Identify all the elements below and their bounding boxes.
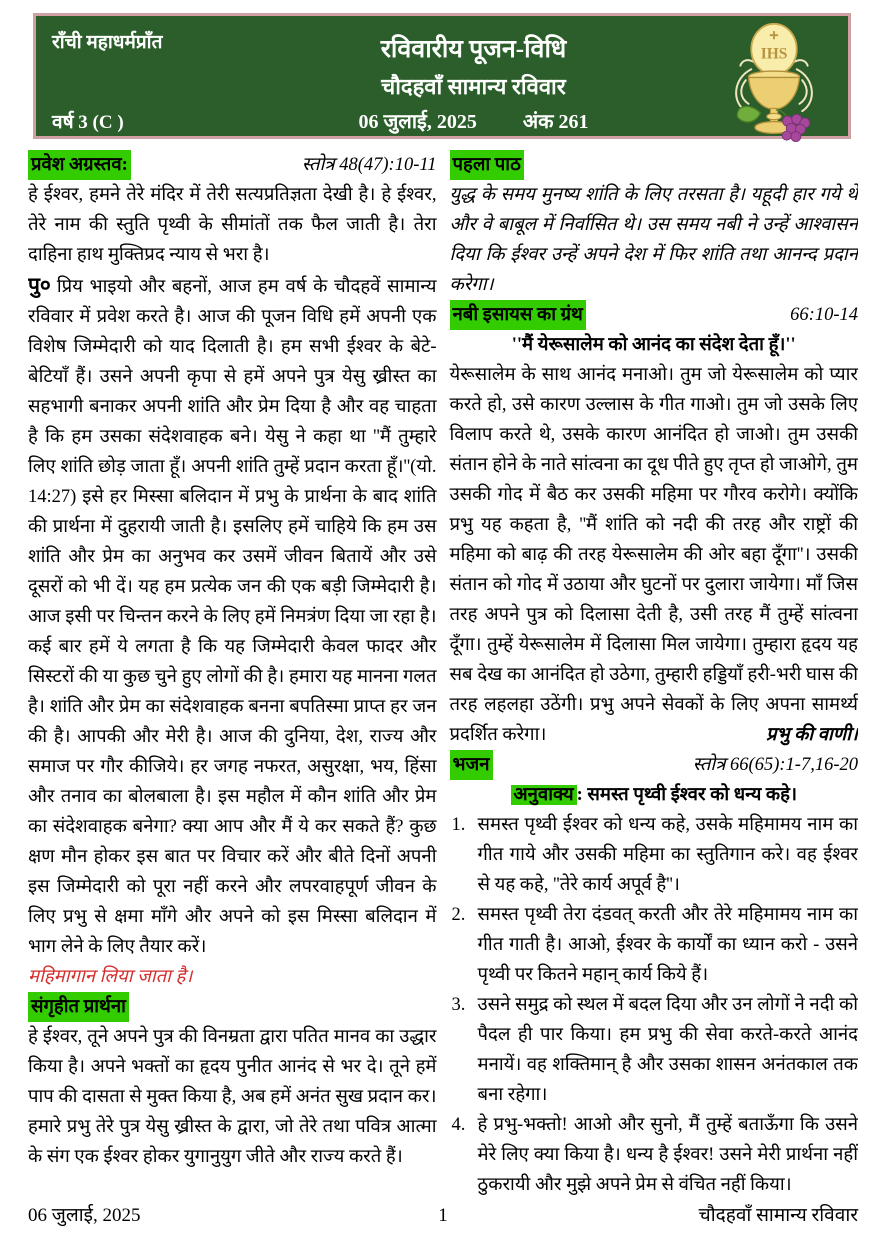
first-reading-label: पहला पाठ: [450, 150, 524, 180]
psalm-verse-1: समस्त पृथ्वी ईश्वर को धन्य कहे, उसके महिमामय नाम का गीत गाये और उसकी महिमा का स्तुतिगान करे। वह ईश्वर से यह कहे, ''तेरे कार्य अपूर्व है''।: [477, 815, 858, 895]
masthead: [33, 13, 851, 139]
collect-text: हे ईश्वर, तूने अपने पुत्र की विनम्रता द्वारा पतित मानव का उद्धार किया है। अपने भक्तों का हृदय पुनीत आनंद से भर दे। तूने हमें पाप की दासता से मुक्त किया है, अब हमें अनंत सुख प्रदान कर। हमारे प्रभु तेरे पुत्र येसु ख्रीस्त के द्वारा, जो तेरे तथा पवित्र आत्मा के संग एक ईश्वर होकर युगानुयुग जीते और राज्य करते हैं।: [28, 1027, 437, 1167]
reading-source-label: नबी इसायस का ग्रंथ: [450, 300, 586, 330]
page-title: रविवारीय पूजन-विधि: [380, 35, 567, 63]
collect-heading: [28, 992, 437, 1022]
entrance-antiphon-heading: [28, 150, 437, 180]
priest-text: प्रिय भाइयो और बहनों, आज हम वर्ष के चौदहवें सामान्य रविवार में प्रवेश करते है। आज की पूजन विधि हमें अपनी एक विशेष जिम्मेदारी को याद दिलाती है। हम सभी ईश्वर के बेटे-बेटियाँ हैं। उसने अपनी कृपा से हमें अपने पुत्र येसु ख्रीस्त का सहभागी बनाकर अपनी शांति और प्रेम दिया है और वह चाहता है कि हम उसका संदेशवाहक बने। येसु ने कहा था ''मैं तुम्हारे लिए शांति छोड़ जाता हूँ। अपनी शांति तुम्हें प्रदान करता हूँ।''(यो. 14:27) इसे हर मिस्सा बलिदान में प्रभु के प्रार्थना के बाद शांति की प्रार्थना में दुहरायी जाती है। इसलिए हमें चाहिये कि हम उस शांति और प्रेम का अनुभव कर उसमें जीवन बितायें और उसे दूसरों को भी दें। यह हम प्रत्येक जन की एक बड़ी जिम्मेदारी है। आज इसी पर चिन्तन करने के लिए हमें निमत्रंण दिया जा रहा है। कई बार हमें ये लगता है कि यह जिम्मेदारी केवल फादर और सिस्टरों की या कुछ चुने हुए लोगों की है। हमारा यह मानना गलत है। शांति और प्रेम का संदेशवाहक बनना बपतिस्मा प्राप्त हर जन की है। आपकी और मेरी है। आज की दुनिया, देश, राज्य और समाज पर गौर कीजिये। हर जगह नफरत, असुरक्षा, भय, हिंसा और तनाव का बोलबाला है। इस महौल में कौन शांति और प्रेम का संदेशवाहक बनेगा? क्या आप और मैं ये कर सकते हैं? कुछ क्षण मौन होकर इस बात पर विचार करें और बीते दिनों अपनी इस जिम्मेदारी को पूरा नहीं करने और लपरवाहपूर्ण जीवन के लिए प्रभु से क्षमा माँगे और अपने को इस मिस्सा बलिदान में भाग लेने के लिए तैयार करें।: [28, 277, 437, 957]
svg-text:IHS: IHS: [760, 45, 788, 63]
psalm-label: भजन: [450, 750, 493, 780]
right-column: [450, 150, 859, 1201]
diocese-name: राँची महाधर्मप्राँत: [52, 32, 163, 53]
year-cycle: वर्ष 3 (C ): [52, 112, 124, 133]
footer-title: चौदहवाँ सामान्य रविवार: [698, 1205, 859, 1226]
psalm-verse-4: हे प्रभु-भक्तो! आओ और सुनो, मैं तुम्हें बताऊँगा कि उसने मेरे लिए क्या किया है। धन्य है ईश्वर! उसने मेरी प्रार्थना नहीं ठुकरायी और मुझे अपने प्रेम से वंचित नहीं किया।: [477, 1115, 858, 1195]
psalm-heading: [450, 750, 859, 780]
chalice-icon: [722, 22, 826, 142]
footer-date: 06 जुलाई, 2025: [28, 1205, 141, 1226]
page-footer: [28, 1205, 858, 1227]
content-columns: [28, 150, 858, 1201]
entrance-antiphon-ref: स्तोत्र 48(47):10-11: [301, 155, 437, 175]
masthead-left: [52, 22, 237, 142]
psalm-verses: [450, 810, 859, 1200]
left-column: [28, 150, 437, 1201]
reading-source-ref: 66:10-14: [790, 305, 858, 325]
chalice-image: [710, 22, 838, 142]
issue-date: 06 जुलाई, 2025: [358, 110, 477, 133]
reading-theme: ''मैं येरूसालेम को आनंद का संदेश देता हूँ।'': [511, 335, 796, 355]
psalm-verse-3: उसने समुद्र को स्थल में बदल दिया और उन लोगों ने नदी को पैदल ही पार किया। हम प्रभु की सेवा करते-करते आनंद मनायें। वह शक्तिमान् है और उसका शासन अनंतकाल तक बना रहेगा।: [477, 995, 858, 1105]
psalm-verse-2: समस्त पृथ्वी तेरा दंडवत् करती और तेरे महिमामय नाम का गीत गाती है। आओ, ईश्वर के कार्यों का ध्यान करो - उसने पृथ्वी पर कितने महान् कार्य किये हैं।: [477, 905, 858, 985]
page-number: 1: [438, 1205, 448, 1226]
sunday-title: चौदहवाँ सामान्य रविवार: [381, 73, 566, 99]
reading-body: येरूसालेम के साथ आनंद मनाओ। तुम जो येरूसालेम को प्यार करते हो, उसे कारण उल्लास के गीत गाओ। तुम जो उसके लिए विलाप करते थे, उसके कारण आनंदित हो जाओ। तुम उसकी संतान होने के नाते सांत्वना का दूध पीते हुए तृप्त हो जाओगे, तुम उसकी गोद में बैठ कर उसकी महिमा पर गौरव करोगे। क्योंकि प्रभु यह कहता है, ''मैं शांति को नदी की तरह और राष्ट्रों की महिमा को बाढ़ की तरह येरूसालेम की ओर बहा दूँगा''। उसकी संतान को गोद में उठाया और घुटनों पर दुलारा जायेगा। माँ जिस तरह अपने पुत्र को दिलासा देती है, उसी तरह मैं तुम्हें सांत्वना दूँगा। तुम्हें येरूसालेम में दिलासा मिल जायेगा। तुम्हारा हृदय यह सब देख का आनंदित हो उठेगा, तुम्हारी हड्डियाँ हरी-भरी घास की तरह लहलहा उठेंगी। प्रभु अपने सेवकों के लिए अपना सामर्थ्य प्रदर्शित करेगा।: [449, 365, 858, 745]
psalm-ref: स्तोत्र 66(65):1-7,16-20: [692, 755, 858, 775]
priest-exhortation: [28, 270, 437, 962]
masthead-center: [237, 22, 710, 142]
gloria-rubric: महिमागान लिया जाता है।: [28, 967, 193, 987]
entrance-antiphon-text: हे ईश्वर, हमने तेरे मंदिर में तेरी सत्यप्रतिज्ञता देखी है। हे ईश्वर, तेरे नाम की स्तुति पृथ्वी के सीमांतों तक फैल जाती है। तेरा दाहिना हाथ मुक्तिप्रद न्याय से भरा है।: [28, 185, 437, 265]
psalm-antiphon: [450, 780, 859, 810]
word-of-the-lord: प्रभु की वाणी।: [765, 725, 858, 745]
first-reading-text: [450, 360, 859, 750]
first-reading-heading: [450, 150, 859, 180]
first-reading-intro: युद्ध के समय मुनष्य शांति के लिए तरसता है। यहूदी हार गये थे और वे बाबूल में निर्वासित थे। उस समय नबी ने उन्हें आश्वासन दिया कि ईश्वर उन्हें अपने देश में फिर शांति तथा आनन्द प्रदान करेगा।: [449, 185, 858, 295]
antiphon-text: : समस्त पृथ्वी ईश्वर को धन्य कहे।: [576, 785, 797, 805]
antiphon-label: अनुवाक्य: [511, 785, 577, 805]
priest-prefix: पु०: [28, 273, 51, 297]
reading-source-heading: [450, 300, 859, 330]
issue-number: अंक 261: [522, 110, 589, 133]
dateline: [237, 107, 710, 134]
entrance-antiphon-label: प्रवेश अग्रस्तव:: [28, 150, 131, 180]
collect-label: संगृहीत प्रार्थना: [28, 992, 129, 1022]
